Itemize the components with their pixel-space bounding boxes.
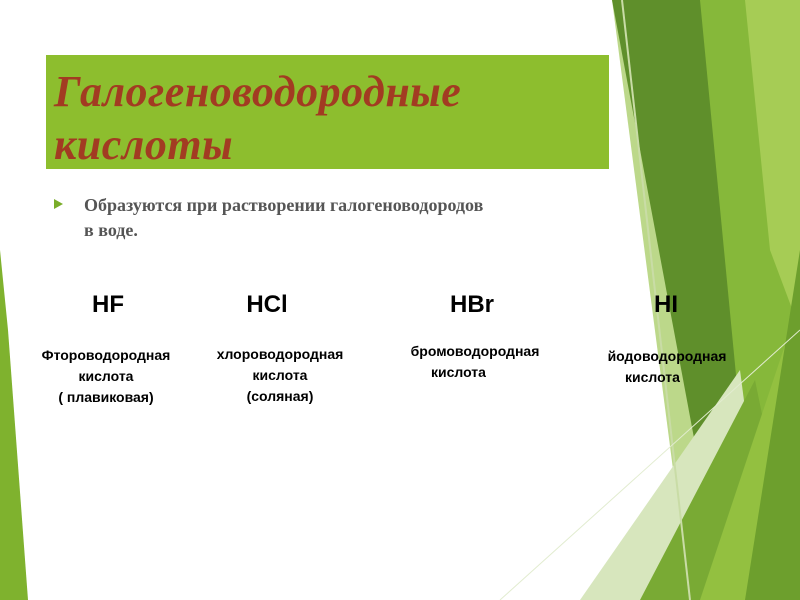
formula-hf: HF: [92, 291, 124, 318]
acid-name-line: кислота: [625, 369, 680, 385]
acid-name-hcl: [190, 344, 370, 407]
acid-name-line: хлороводородная: [216, 346, 344, 362]
formula-hcl: HCl: [246, 291, 288, 318]
acid-name-line: бромоводородная: [410, 343, 540, 359]
acid-name-line: Фтороводородная: [41, 347, 171, 363]
left-edge-stripe: [0, 250, 28, 600]
acid-name-line: йодоводородная: [607, 348, 727, 364]
acid-name-line: кислота: [252, 367, 308, 383]
acid-name-hf: [16, 345, 196, 408]
slide-title: Галогеноводородные кислоты: [54, 67, 462, 169]
formula-hbr: HBr: [449, 291, 494, 318]
formula-hi: HI: [654, 291, 678, 318]
acid-name-hi: [577, 346, 757, 388]
bullet-text: Образуются при растворении галогеноводородов в воде.: [84, 195, 484, 240]
acid-name-line: ( плавиковая): [58, 389, 154, 405]
acid-name-line: кислота: [431, 364, 486, 380]
acid-name-line: (соляная): [246, 388, 314, 404]
title-banner: [46, 55, 609, 169]
acid-name-line: кислота: [78, 368, 134, 384]
acid-name-hbr: [385, 341, 565, 383]
triangle-bullet-icon: [54, 199, 63, 209]
